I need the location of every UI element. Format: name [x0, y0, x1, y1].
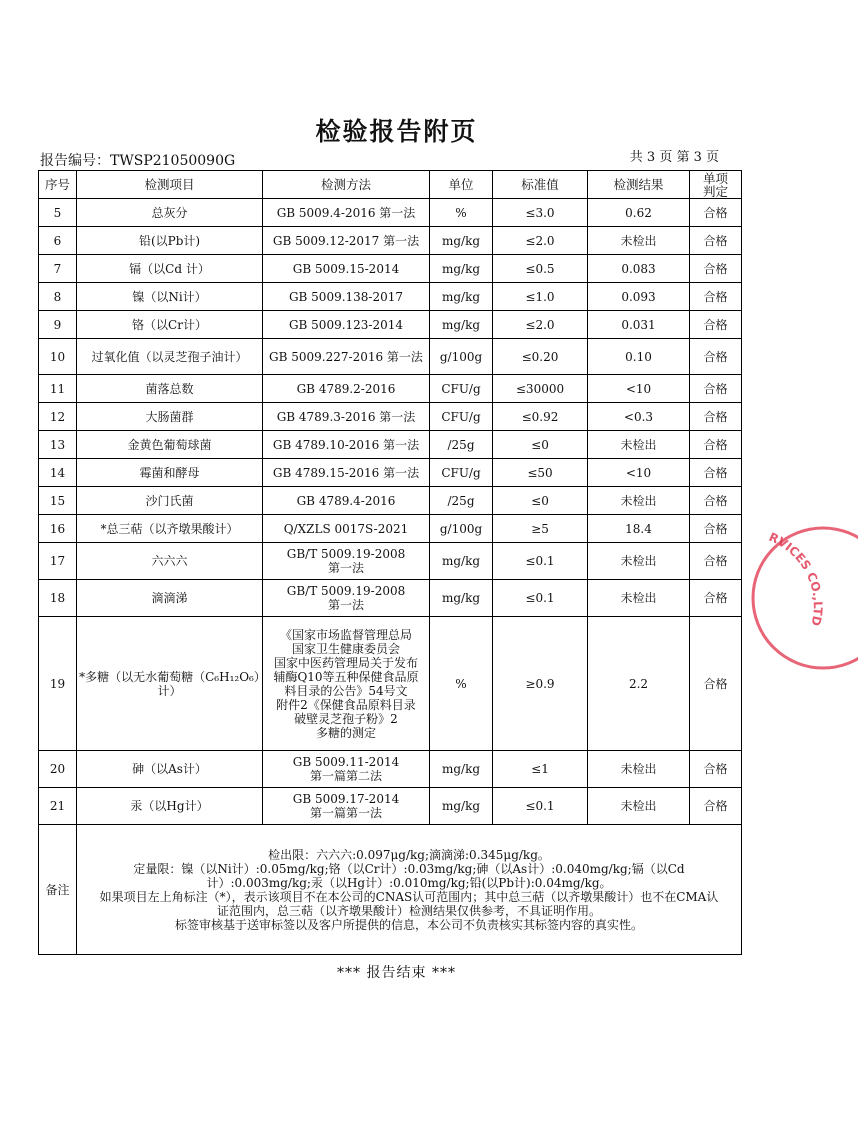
cell-result: 未检出: [588, 487, 690, 515]
cell-seq: 17: [39, 543, 77, 580]
cell-item: 金黄色葡萄球菌: [77, 431, 263, 459]
header-unit: 单位: [430, 171, 493, 199]
cell-item: *总三萜（以齐墩果酸计）: [77, 515, 263, 543]
remark-line: 定量限：镍（以Ni计）:0.05mg/kg;铬（以Cr计）:0.03mg/kg;砷（以As计）:0.040mg/kg;镉（以Cd: [133, 861, 685, 876]
cell-item: 沙门氏菌: [77, 487, 263, 515]
cell-result: 0.62: [588, 199, 690, 227]
cell-seq: 13: [39, 431, 77, 459]
cell-method: GB 4789.15-2016 第一法: [263, 459, 430, 487]
cell-method: GB 5009.138-2017: [263, 283, 430, 311]
cell-unit: mg/kg: [430, 751, 493, 788]
cell-method: GB/T 5009.19-2008 第一法: [263, 580, 430, 617]
cell-judge: 合格: [690, 543, 742, 580]
cell-result: 0.031: [588, 311, 690, 339]
table-row: [39, 617, 742, 751]
cell-standard: ≤3.0: [493, 199, 588, 227]
remark-line: 证范围内，总三萜（以齐墩果酸计）检测结果仅供参考，不具证明作用。: [216, 903, 601, 918]
table-row: [39, 431, 742, 459]
cell-judge: 合格: [690, 617, 742, 751]
cell-judge: 合格: [690, 459, 742, 487]
cell-result: 未检出: [588, 543, 690, 580]
page-info: 共 3 页 第 3 页: [629, 150, 719, 165]
cell-result: 18.4: [588, 515, 690, 543]
cell-item: 镍（以Ni计）: [77, 283, 263, 311]
cell-standard: ≤0.1: [493, 543, 588, 580]
table-row: [39, 227, 742, 255]
cell-item: 铅(以Pb计): [77, 227, 263, 255]
report-number: 报告编号：TWSP21050090G: [40, 153, 236, 169]
company-seal: [748, 520, 858, 670]
cell-seq: 11: [39, 375, 77, 403]
cell-judge: 合格: [690, 403, 742, 431]
cell-method: GB 5009.11-2014 第一篇第二法: [263, 751, 430, 788]
cell-method: 《国家市场监督管理总局 国家卫生健康委员会 国家中医药管理局关于发布 辅酶Q10等五种保健食品原 料目录的公告》54号文 附件2《保健食品原料目录 破壁灵芝孢子粉》2 多糖的测定: [263, 617, 430, 751]
cell-method: GB 4789.10-2016 第一法: [263, 431, 430, 459]
table-row: [39, 283, 742, 311]
cell-judge: 合格: [690, 199, 742, 227]
cell-seq: 14: [39, 459, 77, 487]
cell-item: 霉菌和酵母: [77, 459, 263, 487]
cell-unit: /25g: [430, 431, 493, 459]
table-row: [39, 375, 742, 403]
table-row: [39, 580, 742, 617]
cell-seq: 21: [39, 788, 77, 825]
table-row: [39, 487, 742, 515]
cell-standard: ≤2.0: [493, 227, 588, 255]
cell-seq: 8: [39, 283, 77, 311]
table-row: [39, 751, 742, 788]
cell-unit: CFU/g: [430, 403, 493, 431]
cell-item: 砷（以As计）: [77, 751, 263, 788]
cell-method: GB 5009.4-2016 第一法: [263, 199, 430, 227]
cell-method: GB 5009.12-2017 第一法: [263, 227, 430, 255]
cell-result: 未检出: [588, 431, 690, 459]
remark-line: 计）:0.003mg/kg;汞（以Hg计）:0.010mg/kg;铅(以Pb计):0.04mg/kg。: [206, 875, 612, 890]
table-row: [39, 403, 742, 431]
cell-result: 0.10: [588, 339, 690, 375]
remarks-content: [77, 825, 742, 955]
cell-result: 0.083: [588, 255, 690, 283]
cell-unit: g/100g: [430, 515, 493, 543]
cell-unit: mg/kg: [430, 788, 493, 825]
cell-seq: 18: [39, 580, 77, 617]
cell-result: 2.2: [588, 617, 690, 751]
table-row: [39, 459, 742, 487]
cell-result: 未检出: [588, 580, 690, 617]
remarks-label: 备注: [39, 825, 77, 955]
cell-unit: mg/kg: [430, 283, 493, 311]
cell-method: GB/T 5009.19-2008 第一法: [263, 543, 430, 580]
cell-standard: ≤1.0: [493, 283, 588, 311]
cell-method: Q/XZLS 0017S-2021: [263, 515, 430, 543]
cell-judge: 合格: [690, 580, 742, 617]
cell-unit: %: [430, 617, 493, 751]
cell-judge: 合格: [690, 515, 742, 543]
cell-standard: ≤1: [493, 751, 588, 788]
cell-seq: 5: [39, 199, 77, 227]
page-title: 检验报告附页: [315, 117, 478, 146]
cell-judge: 合格: [690, 751, 742, 788]
cell-standard: ≤0: [493, 487, 588, 515]
cell-method: GB 5009.15-2014: [263, 255, 430, 283]
remarks-row: [39, 825, 742, 955]
cell-standard: ≤0.1: [493, 580, 588, 617]
cell-result: <10: [588, 375, 690, 403]
cell-item: *多糖（以无水葡萄糖（C₆H₁₂O₆）计）: [77, 617, 263, 751]
cell-method: GB 4789.4-2016: [263, 487, 430, 515]
cell-standard: ≤0.20: [493, 339, 588, 375]
cell-standard: ≤50: [493, 459, 588, 487]
cell-unit: %: [430, 199, 493, 227]
header-item: 检测项目: [77, 171, 263, 199]
cell-result: 0.093: [588, 283, 690, 311]
cell-seq: 6: [39, 227, 77, 255]
cell-unit: mg/kg: [430, 255, 493, 283]
remark-line: 检出限：六六六:0.097μg/kg;滴滴涕:0.345μg/kg。: [268, 847, 550, 862]
cell-seq: 19: [39, 617, 77, 751]
cell-method: GB 5009.227-2016 第一法: [263, 339, 430, 375]
cell-result: 未检出: [588, 227, 690, 255]
cell-judge: 合格: [690, 283, 742, 311]
table-row: [39, 543, 742, 580]
table-header-row: [39, 171, 742, 199]
cell-judge: 合格: [690, 487, 742, 515]
table-row: [39, 515, 742, 543]
cell-judge: 合格: [690, 255, 742, 283]
cell-judge: 合格: [690, 431, 742, 459]
cell-result: 未检出: [588, 788, 690, 825]
cell-standard: ≥0.9: [493, 617, 588, 751]
header-seq: 序号: [39, 171, 77, 199]
cell-seq: 16: [39, 515, 77, 543]
cell-result: <0.3: [588, 403, 690, 431]
cell-unit: mg/kg: [430, 543, 493, 580]
report-end: *** 报告结束 ***: [337, 965, 456, 981]
cell-seq: 12: [39, 403, 77, 431]
cell-method: GB 4789.3-2016 第一法: [263, 403, 430, 431]
table-row: [39, 199, 742, 227]
cell-method: GB 4789.2-2016: [263, 375, 430, 403]
inspection-table: [38, 170, 742, 955]
cell-standard: ≤0: [493, 431, 588, 459]
cell-judge: 合格: [690, 311, 742, 339]
cell-item: 总灰分: [77, 199, 263, 227]
remark-line: 标签审核基于送审标签以及客户所提供的信息，本公司不负责核实其标签内容的真实性。: [174, 917, 643, 932]
cell-judge: 合格: [690, 375, 742, 403]
cell-judge: 合格: [690, 339, 742, 375]
cell-standard: ≤30000: [493, 375, 588, 403]
cell-unit: mg/kg: [430, 311, 493, 339]
cell-method: GB 5009.123-2014: [263, 311, 430, 339]
cell-standard: ≥5: [493, 515, 588, 543]
cell-item: 汞（以Hg计）: [77, 788, 263, 825]
cell-seq: 7: [39, 255, 77, 283]
cell-seq: 20: [39, 751, 77, 788]
cell-seq: 10: [39, 339, 77, 375]
cell-judge: 合格: [690, 788, 742, 825]
table-row: [39, 311, 742, 339]
cell-standard: ≤2.0: [493, 311, 588, 339]
cell-unit: CFU/g: [430, 375, 493, 403]
table-row: [39, 339, 742, 375]
table-row: [39, 788, 742, 825]
cell-unit: /25g: [430, 487, 493, 515]
cell-standard: ≤0.5: [493, 255, 588, 283]
cell-unit: mg/kg: [430, 580, 493, 617]
header-result: 检测结果: [588, 171, 690, 199]
cell-item: 镉（以Cd 计）: [77, 255, 263, 283]
cell-seq: 15: [39, 487, 77, 515]
cell-result: <10: [588, 459, 690, 487]
cell-standard: ≤0.92: [493, 403, 588, 431]
cell-method: GB 5009.17-2014 第一篇第一法: [263, 788, 430, 825]
cell-unit: CFU/g: [430, 459, 493, 487]
cell-unit: g/100g: [430, 339, 493, 375]
table-row: [39, 255, 742, 283]
cell-seq: 9: [39, 311, 77, 339]
cell-unit: mg/kg: [430, 227, 493, 255]
cell-item: 滴滴涕: [77, 580, 263, 617]
cell-standard: ≤0.1: [493, 788, 588, 825]
header-standard: 标准值: [493, 171, 588, 199]
cell-item: 菌落总数: [77, 375, 263, 403]
remark-line: 如果项目左上角标注（*），表示该项目不在本公司的CNAS认可范围内；其中总三萜（以齐墩果酸计）也不在CMA认: [99, 889, 719, 904]
cell-item: 铬（以Cr计）: [77, 311, 263, 339]
cell-item: 六六六: [77, 543, 263, 580]
svg-text:RVICES CO.,LTD: RVICES CO.,LTD: [766, 529, 825, 628]
cell-item: 大肠菌群: [77, 403, 263, 431]
header-judge: 单项判定: [690, 171, 742, 199]
cell-judge: 合格: [690, 227, 742, 255]
header-method: 检测方法: [263, 171, 430, 199]
cell-result: 未检出: [588, 751, 690, 788]
cell-item: 过氧化值（以灵芝孢子油计）: [77, 339, 263, 375]
